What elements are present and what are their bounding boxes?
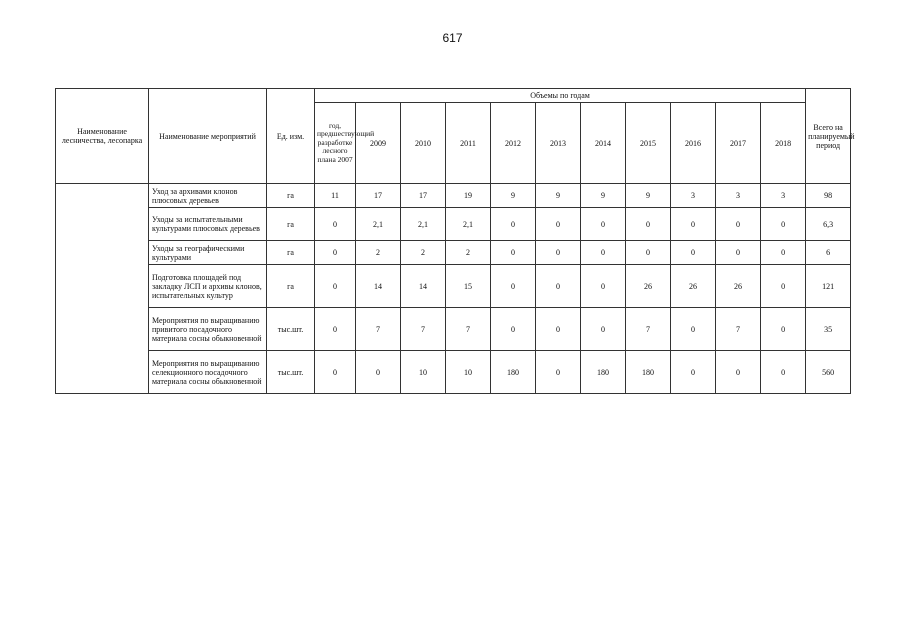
value-cell: 0 [491, 265, 536, 308]
value-cell: 0 [315, 208, 356, 241]
header-year: 2012 [491, 103, 536, 184]
page-number: 617 [442, 31, 463, 45]
value-cell: 0 [536, 208, 581, 241]
header-year: 2018 [761, 103, 806, 184]
unit-cell: тыс.шт. [267, 308, 315, 351]
value-cell: 0 [581, 308, 626, 351]
value-cell: 0 [626, 241, 671, 265]
value-cell: 2 [446, 241, 491, 265]
value-cell: 0 [491, 241, 536, 265]
table-row [56, 351, 851, 394]
value-cell: 7 [716, 308, 761, 351]
value-cell: 180 [581, 351, 626, 394]
header-base-year: год, предшествующий разработке лесного плана 2007 [315, 103, 356, 184]
value-cell: 0 [315, 265, 356, 308]
value-cell: 0 [671, 241, 716, 265]
header-year: 2015 [626, 103, 671, 184]
activity-name: Мероприятия по выращиванию селекционного посадочного материала сосны обыкновенной [149, 351, 267, 394]
value-cell: 0 [761, 241, 806, 265]
value-cell: 0 [716, 208, 761, 241]
value-cell: 7 [356, 308, 401, 351]
value-cell: 2 [401, 241, 446, 265]
value-cell: 0 [536, 265, 581, 308]
value-cell: 3 [716, 184, 761, 208]
value-cell: 0 [315, 351, 356, 394]
forest-activities-table [55, 88, 855, 394]
unit-cell: тыс.шт. [267, 351, 315, 394]
header-activity: Наименование мероприятий [149, 89, 267, 184]
value-cell: 0 [626, 208, 671, 241]
value-cell: 2 [356, 241, 401, 265]
value-cell: 0 [536, 308, 581, 351]
value-cell: 7 [626, 308, 671, 351]
table-row [56, 184, 851, 208]
district-cell [56, 184, 149, 394]
value-cell: 15 [446, 265, 491, 308]
value-cell: 0 [356, 351, 401, 394]
value-cell: 0 [671, 351, 716, 394]
value-cell: 0 [761, 308, 806, 351]
activity-name: Мероприятия по выращиванию привитого посадочного материала сосны обыкновенной [149, 308, 267, 351]
value-cell: 26 [716, 265, 761, 308]
unit-cell: га [267, 184, 315, 208]
value-cell: 0 [671, 208, 716, 241]
header-total: Всего на планируемый период [806, 89, 851, 184]
value-cell: 2,1 [446, 208, 491, 241]
value-cell: 0 [315, 241, 356, 265]
value-cell: 0 [761, 265, 806, 308]
total-cell: 6,3 [806, 208, 851, 241]
unit-cell: га [267, 241, 315, 265]
value-cell: 17 [401, 184, 446, 208]
activity-name: Уход за архивами клонов плюсовых деревьев [149, 184, 267, 208]
value-cell: 10 [401, 351, 446, 394]
header-year: 2010 [401, 103, 446, 184]
value-cell: 0 [671, 308, 716, 351]
unit-cell: га [267, 265, 315, 308]
table-row [56, 265, 851, 308]
value-cell: 0 [581, 241, 626, 265]
value-cell: 0 [716, 241, 761, 265]
activity-name: Уходы за испытательными культурами плюсовых деревьев [149, 208, 267, 241]
header-year: 2009 [356, 103, 401, 184]
header-district: Наименование лесничества, лесопарка [56, 89, 149, 184]
header-year: 2013 [536, 103, 581, 184]
value-cell: 9 [536, 184, 581, 208]
value-cell: 26 [671, 265, 716, 308]
activity-name: Подготовка площадей под закладку ЛСП и архивы клонов, испытательных культур [149, 265, 267, 308]
value-cell: 2,1 [401, 208, 446, 241]
value-cell: 9 [626, 184, 671, 208]
value-cell: 0 [761, 351, 806, 394]
value-cell: 19 [446, 184, 491, 208]
value-cell: 9 [491, 184, 536, 208]
value-cell: 0 [761, 208, 806, 241]
table-row [56, 241, 851, 265]
value-cell: 9 [581, 184, 626, 208]
total-cell: 121 [806, 265, 851, 308]
value-cell: 11 [315, 184, 356, 208]
header-year: 2014 [581, 103, 626, 184]
header-unit: Ед. изм. [267, 89, 315, 184]
value-cell: 14 [401, 265, 446, 308]
total-cell: 98 [806, 184, 851, 208]
total-cell: 560 [806, 351, 851, 394]
header-year: 2011 [446, 103, 491, 184]
value-cell: 7 [401, 308, 446, 351]
total-cell: 6 [806, 241, 851, 265]
value-cell: 26 [626, 265, 671, 308]
value-cell: 0 [491, 208, 536, 241]
value-cell: 0 [315, 308, 356, 351]
value-cell: 3 [671, 184, 716, 208]
value-cell: 3 [761, 184, 806, 208]
value-cell: 0 [491, 308, 536, 351]
value-cell: 0 [536, 241, 581, 265]
header-row-1 [56, 89, 851, 103]
value-cell: 0 [536, 351, 581, 394]
value-cell: 180 [491, 351, 536, 394]
header-year: 2016 [671, 103, 716, 184]
activity-name: Уходы за географическими культурами [149, 241, 267, 265]
header-year: 2017 [716, 103, 761, 184]
table-row [56, 308, 851, 351]
header-volumes-by-year: Объемы по годам [315, 89, 806, 103]
value-cell: 180 [626, 351, 671, 394]
value-cell: 2,1 [356, 208, 401, 241]
total-cell: 35 [806, 308, 851, 351]
unit-cell: га [267, 208, 315, 241]
value-cell: 7 [446, 308, 491, 351]
value-cell: 0 [581, 208, 626, 241]
table-row [56, 208, 851, 241]
value-cell: 0 [716, 351, 761, 394]
value-cell: 14 [356, 265, 401, 308]
value-cell: 17 [356, 184, 401, 208]
value-cell: 0 [581, 265, 626, 308]
value-cell: 10 [446, 351, 491, 394]
